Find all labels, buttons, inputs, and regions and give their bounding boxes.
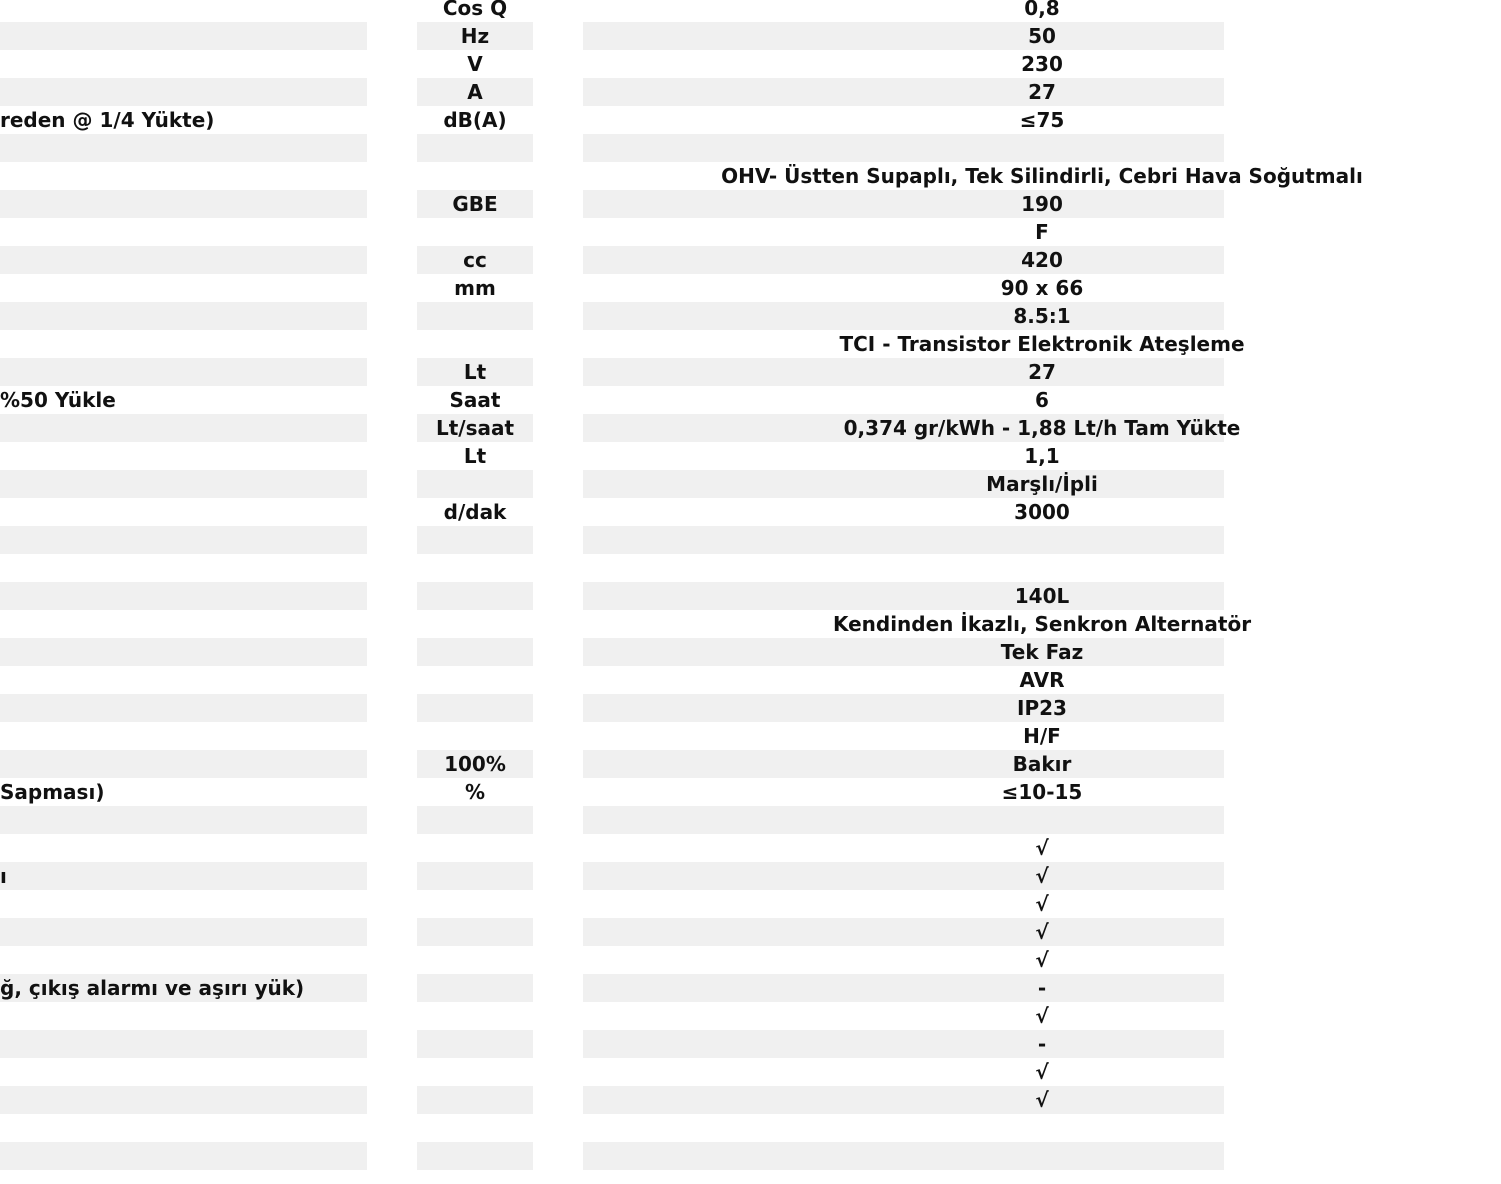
spec-unit: V xyxy=(467,52,483,76)
spec-row xyxy=(0,302,1224,330)
spec-unit: Saat xyxy=(449,388,501,412)
spec-unit: Cos Q xyxy=(442,0,508,20)
spec-label xyxy=(0,134,410,162)
spec-row xyxy=(0,918,1224,946)
spec-row xyxy=(0,1086,1224,1114)
spec-row xyxy=(0,554,1224,582)
spec-row xyxy=(0,946,1224,974)
spec-label xyxy=(0,274,410,302)
spec-row xyxy=(0,22,1224,50)
spec-unit: Lt/saat xyxy=(435,416,515,440)
spec-unit xyxy=(417,946,533,974)
spec-unit: GBE xyxy=(452,192,498,216)
spec-row xyxy=(0,106,1224,134)
spec-value: TCI - Transistor Elektronik Ateşleme xyxy=(839,332,1245,356)
spec-unit: % xyxy=(464,780,486,804)
spec-unit xyxy=(417,666,533,694)
spec-row xyxy=(0,78,1224,106)
spec-row xyxy=(0,1114,1224,1142)
spec-value xyxy=(583,806,1501,834)
spec-label xyxy=(0,834,410,862)
spec-label xyxy=(0,946,410,974)
spec-unit xyxy=(417,722,533,750)
spec-value xyxy=(583,554,1501,582)
spec-unit xyxy=(417,890,533,918)
spec-row xyxy=(0,834,1224,862)
spec-label xyxy=(0,22,410,50)
spec-row xyxy=(0,274,1224,302)
spec-row xyxy=(0,1058,1224,1086)
spec-unit xyxy=(417,638,533,666)
spec-unit: dB(A) xyxy=(443,108,507,132)
spec-label: %50 Yükle xyxy=(0,388,116,412)
spec-label xyxy=(0,1114,410,1142)
spec-label xyxy=(0,78,410,106)
spec-value: 90 x 66 xyxy=(1000,276,1084,300)
spec-label xyxy=(0,470,410,498)
spec-value xyxy=(583,134,1501,162)
spec-label xyxy=(0,582,410,610)
spec-value: F xyxy=(1035,220,1049,244)
spec-value: √ xyxy=(1035,836,1049,860)
spec-row xyxy=(0,750,1224,778)
spec-value xyxy=(583,526,1501,554)
spec-label xyxy=(0,1086,410,1114)
spec-value xyxy=(583,1114,1501,1142)
spec-value: Tek Faz xyxy=(1000,640,1084,664)
spec-value: - xyxy=(1037,1032,1047,1056)
spec-unit xyxy=(417,1030,533,1058)
spec-row xyxy=(0,610,1252,638)
spec-unit xyxy=(417,1114,533,1142)
spec-label xyxy=(0,498,410,526)
spec-label: ğ, çıkış alarmı ve aşırı yük) xyxy=(0,976,305,1000)
spec-row xyxy=(0,1030,1224,1058)
spec-value: √ xyxy=(1035,864,1049,888)
spec-value: 140L xyxy=(1014,584,1070,608)
spec-value: ≤75 xyxy=(1019,108,1065,132)
spec-row xyxy=(0,1002,1224,1030)
spec-value: 6 xyxy=(1035,388,1049,412)
spec-row xyxy=(0,806,1224,834)
spec-row xyxy=(0,582,1224,610)
spec-label xyxy=(0,610,410,638)
spec-row xyxy=(0,498,1224,526)
spec-value: ≤10-15 xyxy=(1001,780,1083,804)
spec-label xyxy=(0,526,410,554)
spec-label xyxy=(0,918,410,946)
spec-value: 190 xyxy=(1021,192,1063,216)
spec-unit xyxy=(417,582,533,610)
spec-label xyxy=(0,414,410,442)
spec-value: 27 xyxy=(1028,80,1056,104)
spec-unit xyxy=(417,806,533,834)
spec-label xyxy=(0,1002,410,1030)
spec-value: 420 xyxy=(1021,248,1063,272)
spec-row xyxy=(0,358,1224,386)
spec-row xyxy=(0,134,1224,162)
spec-row xyxy=(0,470,1224,498)
spec-label xyxy=(0,302,410,330)
spec-row xyxy=(0,694,1224,722)
spec-unit: cc xyxy=(463,248,487,272)
spec-value xyxy=(583,1142,1501,1170)
spec-unit: d/dak xyxy=(443,500,507,524)
spec-row xyxy=(0,190,1224,218)
spec-label: ı xyxy=(0,864,7,888)
spec-label xyxy=(0,1058,410,1086)
spec-unit xyxy=(417,554,533,582)
spec-label xyxy=(0,218,410,246)
spec-row xyxy=(0,778,1224,806)
spec-unit xyxy=(417,1002,533,1030)
spec-row xyxy=(0,974,1224,1002)
spec-label xyxy=(0,190,410,218)
spec-label xyxy=(0,750,410,778)
spec-unit xyxy=(417,834,533,862)
spec-value: 50 xyxy=(1028,24,1056,48)
spec-row xyxy=(0,526,1224,554)
spec-value: 8.5:1 xyxy=(1013,304,1071,328)
spec-row xyxy=(0,890,1224,918)
spec-unit xyxy=(417,694,533,722)
spec-value: Bakır xyxy=(1012,752,1072,776)
spec-unit xyxy=(417,526,533,554)
spec-label: Sapması) xyxy=(0,780,105,804)
spec-label xyxy=(0,442,410,470)
spec-unit xyxy=(417,330,533,358)
spec-label xyxy=(0,0,410,22)
spec-label xyxy=(0,330,410,358)
spec-label xyxy=(0,246,410,274)
spec-value: 3000 xyxy=(1014,500,1070,524)
spec-label xyxy=(0,554,410,582)
spec-unit: Lt xyxy=(463,360,487,384)
spec-row xyxy=(0,666,1224,694)
spec-label: reden @ 1/4 Yükte) xyxy=(0,108,215,132)
spec-unit xyxy=(417,918,533,946)
spec-unit: Lt xyxy=(463,444,487,468)
spec-value: 27 xyxy=(1028,360,1056,384)
spec-row xyxy=(0,1142,1224,1170)
spec-value: AVR xyxy=(1019,668,1065,692)
spec-row xyxy=(0,414,1241,442)
spec-label xyxy=(0,1030,410,1058)
spec-label xyxy=(0,1142,410,1170)
spec-row xyxy=(0,722,1224,750)
spec-unit xyxy=(417,470,533,498)
spec-unit: A xyxy=(467,80,483,104)
spec-row xyxy=(0,162,1363,190)
spec-row xyxy=(0,386,1224,414)
spec-row xyxy=(0,0,1224,22)
spec-unit xyxy=(417,162,533,190)
spec-value: √ xyxy=(1035,1088,1049,1112)
spec-row xyxy=(0,862,1224,890)
spec-unit xyxy=(417,302,533,330)
spec-label xyxy=(0,666,410,694)
spec-value: 1,1 xyxy=(1024,444,1060,468)
spec-label xyxy=(0,162,410,190)
spec-value: √ xyxy=(1035,1060,1049,1084)
spec-row xyxy=(0,50,1224,78)
spec-unit: mm xyxy=(454,276,496,300)
spec-value: - xyxy=(1037,976,1047,1000)
spec-unit: 100% xyxy=(444,752,506,776)
spec-label xyxy=(0,722,410,750)
spec-value: 0,374 gr/kWh - 1,88 Lt/h Tam Yükte xyxy=(843,416,1241,440)
spec-value: OHV- Üstten Supaplı, Tek Silindirli, Cebri Hava Soğutmalı xyxy=(721,164,1363,188)
spec-row xyxy=(0,246,1224,274)
spec-value: IP23 xyxy=(1017,696,1067,720)
spec-value: 0,8 xyxy=(1024,0,1060,20)
spec-row xyxy=(0,638,1224,666)
spec-value: √ xyxy=(1035,1004,1049,1028)
spec-value: √ xyxy=(1035,892,1049,916)
spec-value: Marşlı/İpli xyxy=(986,472,1098,496)
spec-unit xyxy=(417,974,533,1002)
spec-unit xyxy=(417,218,533,246)
spec-unit xyxy=(417,134,533,162)
spec-row xyxy=(0,330,1245,358)
spec-value: H/F xyxy=(1023,724,1061,748)
spec-value: Kendinden İkazlı, Senkron Alternatör xyxy=(832,612,1252,636)
spec-label xyxy=(0,50,410,78)
spec-value: √ xyxy=(1035,920,1049,944)
spec-value: √ xyxy=(1035,948,1049,972)
spec-row xyxy=(0,442,1224,470)
spec-label xyxy=(0,694,410,722)
spec-unit xyxy=(417,1142,533,1170)
spec-label xyxy=(0,358,410,386)
spec-value: 230 xyxy=(1021,52,1063,76)
spec-unit xyxy=(417,610,533,638)
spec-label xyxy=(0,638,410,666)
spec-unit xyxy=(417,862,533,890)
spec-row xyxy=(0,218,1224,246)
spec-unit: Hz xyxy=(460,24,490,48)
spec-label xyxy=(0,806,410,834)
spec-unit xyxy=(417,1086,533,1114)
spec-label xyxy=(0,890,410,918)
spec-unit xyxy=(417,1058,533,1086)
